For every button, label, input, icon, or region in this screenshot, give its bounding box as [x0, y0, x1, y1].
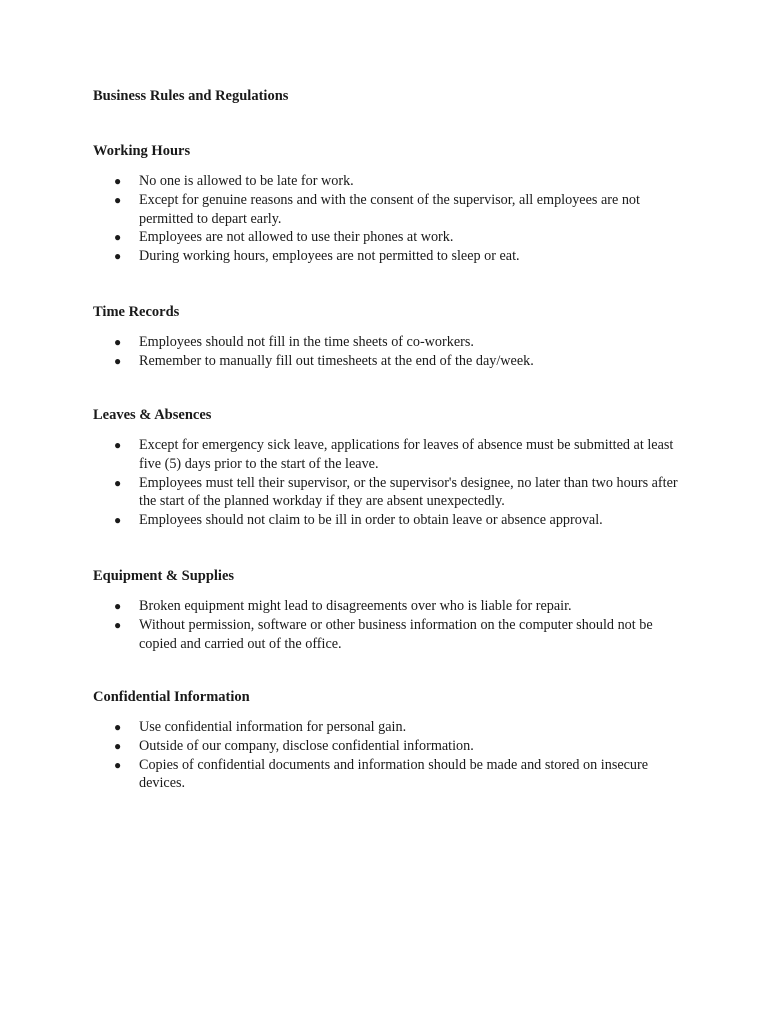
document-title: Business Rules and Regulations: [93, 88, 289, 104]
list-item-text: During working hours, employees are not permitted to sleep or eat.: [139, 248, 520, 265]
list-item: [93, 191, 683, 229]
bullet-icon: ●: [114, 599, 122, 613]
bullet-list: [93, 172, 683, 266]
list-item-text: Employees must tell their supervisor, or the supervisor's designee, no later than two hours after the start of the planned workday if they are absent unexpectedly.: [139, 474, 678, 510]
bullet-icon: ●: [114, 192, 122, 207]
list-item: [93, 718, 683, 737]
section-leaves-absences: [93, 406, 683, 530]
list-item: [93, 737, 683, 756]
list-item-text: Except for emergency sick leave, applications for leaves of absence must be submitted at least five (5) days prior to the start of the leave.: [139, 437, 674, 472]
bullet-list: [93, 333, 683, 371]
list-item-text: No one is allowed to be late for work.: [139, 173, 354, 189]
list-item: [93, 172, 683, 191]
list-item-text: Except for genuine reasons and with the consent of the supervisor, all employees are not permitted to depart early.: [139, 191, 640, 227]
bullet-icon: ●: [114, 475, 122, 490]
list-item-text: Without permission, software or other business information on the computer should not be copied and carried out of the office.: [139, 616, 653, 652]
section-equipment-supplies: [93, 567, 683, 653]
bullet-icon: ●: [114, 757, 122, 772]
list-item: [93, 511, 683, 530]
bullet-icon: ●: [114, 617, 122, 632]
list-item-text: Use confidential information for personal gain.: [139, 719, 407, 735]
bullet-icon: ●: [114, 353, 122, 368]
section-working-hours: [93, 142, 683, 266]
section-heading: Leaves & Absences: [93, 407, 212, 423]
section-heading: Time Records: [93, 304, 180, 320]
list-item-text: Employees should not claim to be ill in order to obtain leave or absence approval.: [139, 512, 603, 529]
list-item-text: Employees should not fill in the time sheets of co-workers.: [139, 334, 474, 350]
section-heading: Working Hours: [93, 143, 191, 159]
bullet-icon: ●: [114, 335, 122, 349]
list-item-text: Employees are not allowed to use their phones at work.: [139, 229, 454, 246]
section-confidential-information: [93, 688, 683, 793]
list-item-text: Remember to manually fill out timesheets at the end of the day/week.: [139, 352, 534, 369]
list-item: [93, 597, 683, 616]
list-item: [93, 247, 683, 266]
list-item: [93, 228, 683, 247]
section-heading: Confidential Information: [93, 689, 250, 705]
list-item-text: Copies of confidential documents and information should be made and stored on insecure devices.: [139, 756, 649, 792]
bullet-icon: ●: [114, 438, 122, 452]
bullet-list: [93, 436, 683, 530]
bullet-icon: ●: [114, 738, 122, 753]
list-item: [93, 352, 683, 371]
list-item-text: Outside of our company, disclose confidential information.: [139, 737, 474, 754]
section-heading: Equipment & Supplies: [93, 568, 235, 584]
bullet-list: [93, 597, 683, 653]
list-item-text: Broken equipment might lead to disagreements over who is liable for repair.: [139, 598, 572, 614]
list-item: [93, 616, 683, 654]
list-item: [93, 333, 683, 352]
bullet-icon: ●: [114, 720, 122, 734]
bullet-icon: ●: [114, 230, 122, 245]
list-item: [93, 436, 683, 474]
bullet-icon: ●: [114, 174, 122, 188]
list-item: [93, 756, 683, 794]
section-time-records: [93, 303, 683, 371]
bullet-icon: ●: [114, 513, 122, 528]
bullet-icon: ●: [114, 249, 122, 264]
bullet-list: [93, 718, 683, 793]
list-item: [93, 474, 683, 512]
